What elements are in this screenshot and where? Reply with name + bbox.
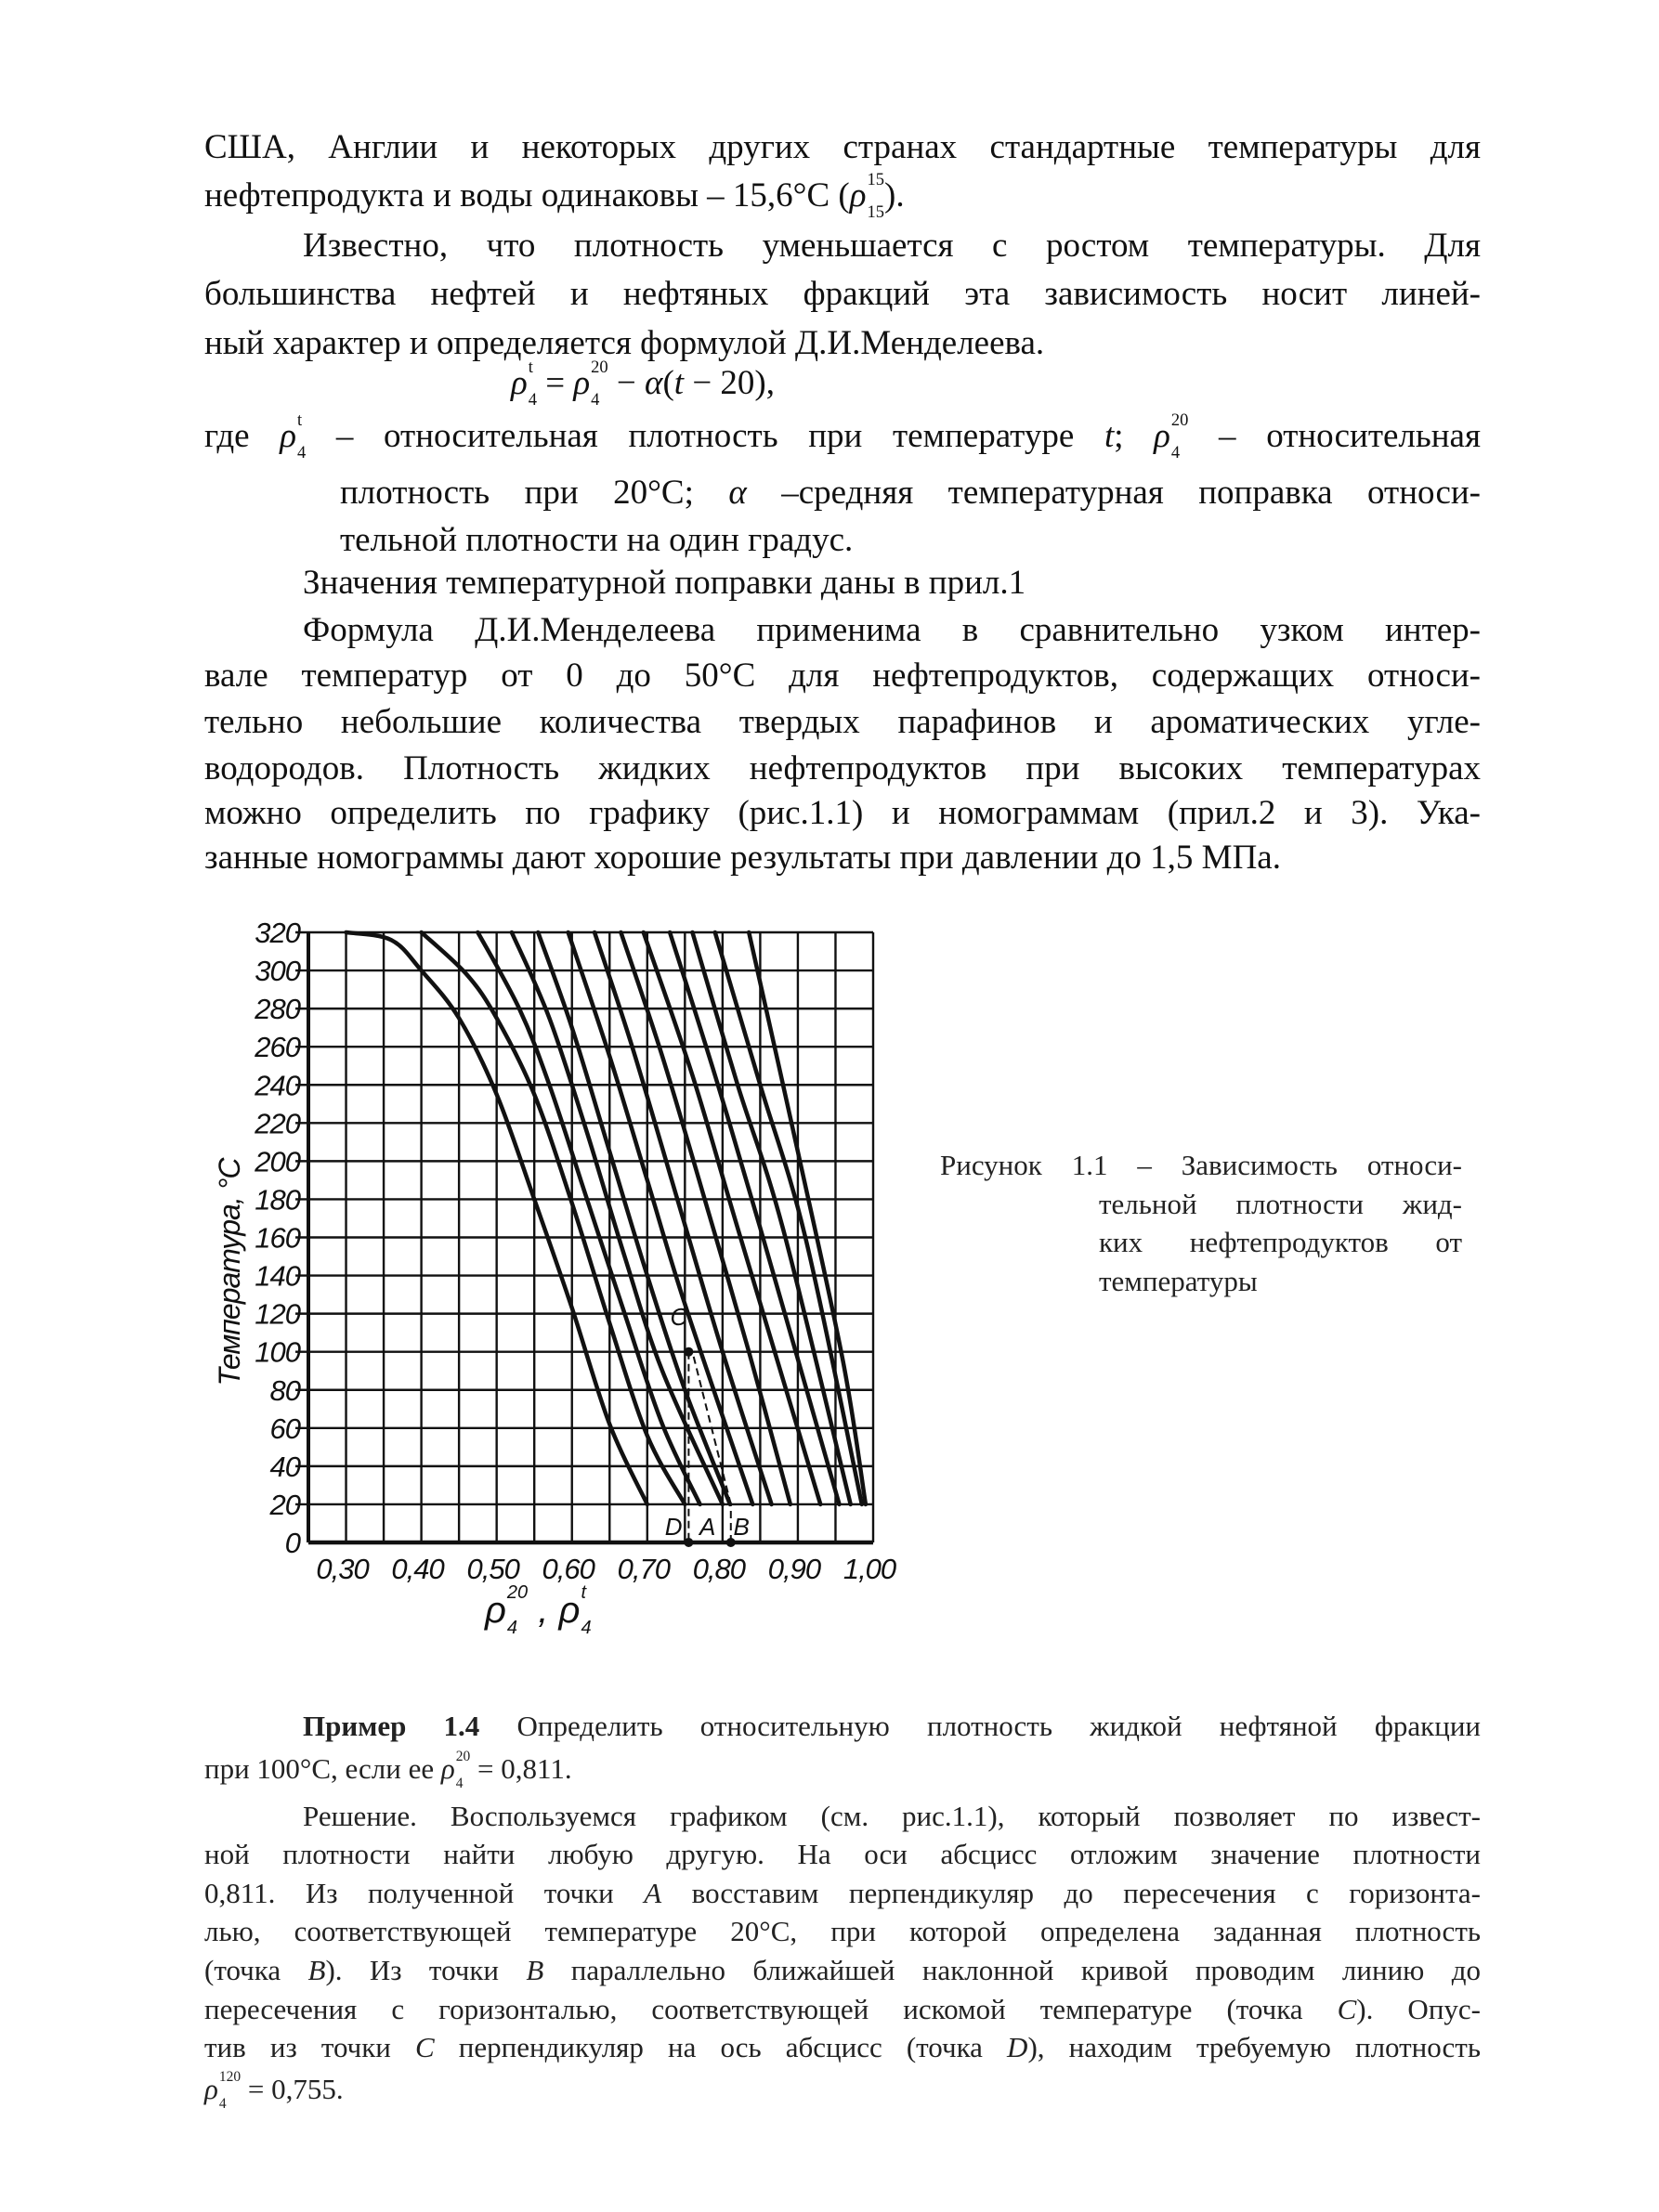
y-tick-label: 260	[255, 1031, 300, 1064]
text-run: Решение. Воспользуемся графиком (см. рис.1.1), который позволяет по извест-	[303, 1800, 1481, 1832]
text-run: где	[204, 417, 281, 455]
text-run: ), находим требуемую плотность	[1027, 2031, 1481, 2063]
math-symbol	[485, 1582, 529, 1639]
example-heading: Пример 1.4	[303, 1710, 480, 1742]
text-run: B	[307, 1954, 326, 1986]
subscript: 4	[591, 390, 600, 410]
curve-3	[477, 932, 699, 1504]
text-run: α	[645, 364, 663, 402]
text-run: – относительная	[1188, 417, 1481, 455]
y-tick-label: 300	[255, 955, 300, 988]
text-run: тельной плотности на один градус.	[340, 521, 854, 559]
y-tick-label: 0	[284, 1527, 300, 1559]
text-run: (	[662, 364, 674, 402]
text-run: t	[1104, 417, 1115, 455]
y-tick-label: 280	[255, 993, 300, 1026]
text-run: − 20),	[684, 364, 776, 402]
rho-symbol: ρ	[204, 2073, 218, 2105]
text-run: восставим перпендикуляр до пересечения с горизонта-	[661, 1877, 1481, 1909]
point-label: C	[670, 1303, 688, 1332]
rho-symbol: ρ	[849, 176, 867, 215]
y-tick-label: 40	[269, 1450, 300, 1483]
chart-curves	[346, 932, 866, 1504]
point-label: B	[733, 1513, 750, 1541]
subscript: 4	[506, 1618, 518, 1639]
text-run: тив из точки	[204, 2031, 415, 2063]
point-label: A	[699, 1513, 716, 1541]
text-run: ный характер и определяется формулой Д.И.Менделеева.	[204, 324, 1045, 362]
y-tick-label: 120	[255, 1297, 300, 1331]
y-tick-label: 140	[255, 1259, 300, 1293]
text-run: =	[537, 364, 574, 402]
point-label: D	[664, 1513, 683, 1541]
superscript: t	[297, 410, 303, 430]
superscript: 20	[591, 358, 608, 377]
x-tick-label: 0,60	[542, 1553, 594, 1585]
text-run: температуры	[1099, 1265, 1258, 1297]
curve-9	[644, 932, 821, 1504]
text-run: ). Опус-	[1356, 1993, 1481, 2025]
y-tick-label: 60	[269, 1412, 300, 1445]
point-C	[684, 1347, 693, 1357]
text-run: большинства нефтей и нефтяных фракций эта зависимость носит линей-	[204, 275, 1481, 313]
superscript: 20	[455, 1748, 471, 1764]
math-symbol	[558, 1582, 592, 1639]
rho-symbol: ρ	[440, 1752, 455, 1785]
text-run: B	[526, 1954, 544, 1986]
text-run: ,	[528, 1590, 559, 1631]
text-run: Известно, что плотность уменьшается с ростом температуры. Для	[303, 227, 1481, 265]
text-run: Формула Д.И.Менделеева применима в сравнительно узком интер-	[303, 611, 1481, 649]
text-run: параллельно ближайшей наклонной кривой проводим линию до	[543, 1954, 1481, 1986]
x-axis-label	[485, 1582, 592, 1639]
x-tick-label: 0,70	[617, 1553, 670, 1585]
text-run: США, Англии и некоторых других странах стандартные температуры для	[204, 128, 1481, 166]
x-tick-label: 0,80	[692, 1553, 746, 1585]
text-run: вале температур от 0 до 50°С для нефтепродуктов, содержащих относи-	[204, 657, 1481, 695]
y-tick-label: 100	[255, 1335, 300, 1369]
rho-symbol: ρ	[573, 364, 591, 402]
point-D	[684, 1538, 693, 1547]
text-run: A	[644, 1877, 662, 1909]
curve-11	[692, 932, 850, 1504]
text-run: –средняя температурная поправка относи-	[746, 474, 1481, 512]
x-tick-label: 1,00	[843, 1553, 896, 1585]
text-run: ;	[1114, 417, 1155, 455]
text-run: ной плотности найти любую другую. На оси абсцисс отложим значение плотности	[204, 1838, 1481, 1870]
text-run: −	[607, 364, 646, 402]
text-run: водородов. Плотность жидких нефтепродуктов при высоких температурах	[204, 749, 1481, 787]
subscript: 15	[867, 202, 884, 222]
curve-4	[512, 932, 723, 1504]
y-tick-label: 320	[255, 917, 300, 949]
superscript: 120	[218, 2068, 242, 2085]
y-axis-label: Температура, °С	[213, 1158, 246, 1386]
x-tick-label: 0,40	[391, 1553, 444, 1585]
text-run: α	[728, 474, 747, 512]
y-tick-label: 80	[269, 1373, 300, 1407]
subscript: 4	[218, 2096, 227, 2113]
text-run: C	[415, 2031, 435, 2063]
text-run: ).	[884, 176, 905, 215]
text-run: пересечения с горизонталью, соответствующей искомой температуре (точка	[204, 1993, 1338, 2025]
superscript: t	[581, 1582, 586, 1604]
y-tick-label: 180	[255, 1183, 300, 1217]
text-run: = 0,811.	[470, 1752, 572, 1785]
rho-symbol: ρ	[485, 1590, 506, 1631]
subscript: 4	[1170, 443, 1181, 462]
text-run: Значения температурной поправки даны в прил.1	[303, 564, 1026, 602]
x-tick-label: 0,30	[316, 1553, 369, 1585]
superscript: 15	[867, 170, 884, 189]
text-run: D	[1007, 2031, 1028, 2063]
x-tick-label: 0,90	[767, 1553, 821, 1585]
axis-tick-labels	[254, 917, 896, 1585]
y-tick-label: 240	[255, 1069, 300, 1102]
text-run: тельно небольшие количества твердых парафинов и ароматических угле-	[204, 703, 1481, 741]
text-run: ких нефтепродуктов от	[1099, 1226, 1462, 1258]
y-tick-label: 220	[255, 1107, 300, 1140]
text-run: Определить относительную плотность жидкой нефтяной фракции	[479, 1710, 1481, 1742]
subscript: 4	[297, 443, 307, 462]
text-run: можно определить по графику (рис.1.1) и номограммам (прил.2 и 3). Ука-	[204, 794, 1481, 832]
rho-symbol: ρ	[280, 417, 296, 455]
rho-symbol: ρ	[511, 364, 528, 402]
text-run: нефтепродукта и воды одинаковы – 15,6°С (	[204, 176, 850, 215]
y-tick-label: 200	[255, 1145, 300, 1178]
text-run: Рисунок 1.1 – Зависимость относи-	[940, 1149, 1462, 1181]
text-run: лью, соответствующей температуре 20°С, при которой определена заданная плотность	[204, 1915, 1481, 1947]
x-tick-label: 0,50	[466, 1553, 519, 1585]
text-run: C	[1337, 1993, 1357, 2025]
rho-symbol: ρ	[558, 1590, 581, 1631]
text-run: тельной плотности жид-	[1099, 1188, 1462, 1220]
text-run: = 0,755.	[241, 2073, 344, 2105]
text-run: t	[673, 364, 685, 402]
y-tick-label: 160	[255, 1221, 300, 1255]
subscript: 4	[581, 1618, 592, 1639]
superscript: 20	[506, 1582, 529, 1604]
subscript: 4	[528, 390, 538, 410]
curve-12	[715, 932, 862, 1504]
y-tick-label: 20	[269, 1488, 300, 1521]
text-run: при 100°С, если ее	[204, 1752, 441, 1785]
superscript: t	[528, 358, 533, 377]
text-run: 0,811. Из полученной точки	[204, 1877, 645, 1909]
superscript: 20	[1170, 410, 1189, 430]
text-run: ). Из точки	[325, 1954, 527, 1986]
curve-5	[538, 932, 730, 1504]
text-run: занные номограммы дают хорошие результаты при давлении до 1,5 МПа.	[204, 839, 1281, 877]
text-run: перпендикуляр на ось абсцисс (точка	[434, 2031, 1008, 2063]
subscript: 4	[455, 1776, 464, 1792]
text-run: плотность при 20°С;	[340, 474, 729, 512]
text-run: (точка	[204, 1954, 308, 1986]
text-run: – относительная плотность при температуре	[306, 417, 1104, 455]
rho-symbol: ρ	[1154, 417, 1170, 455]
